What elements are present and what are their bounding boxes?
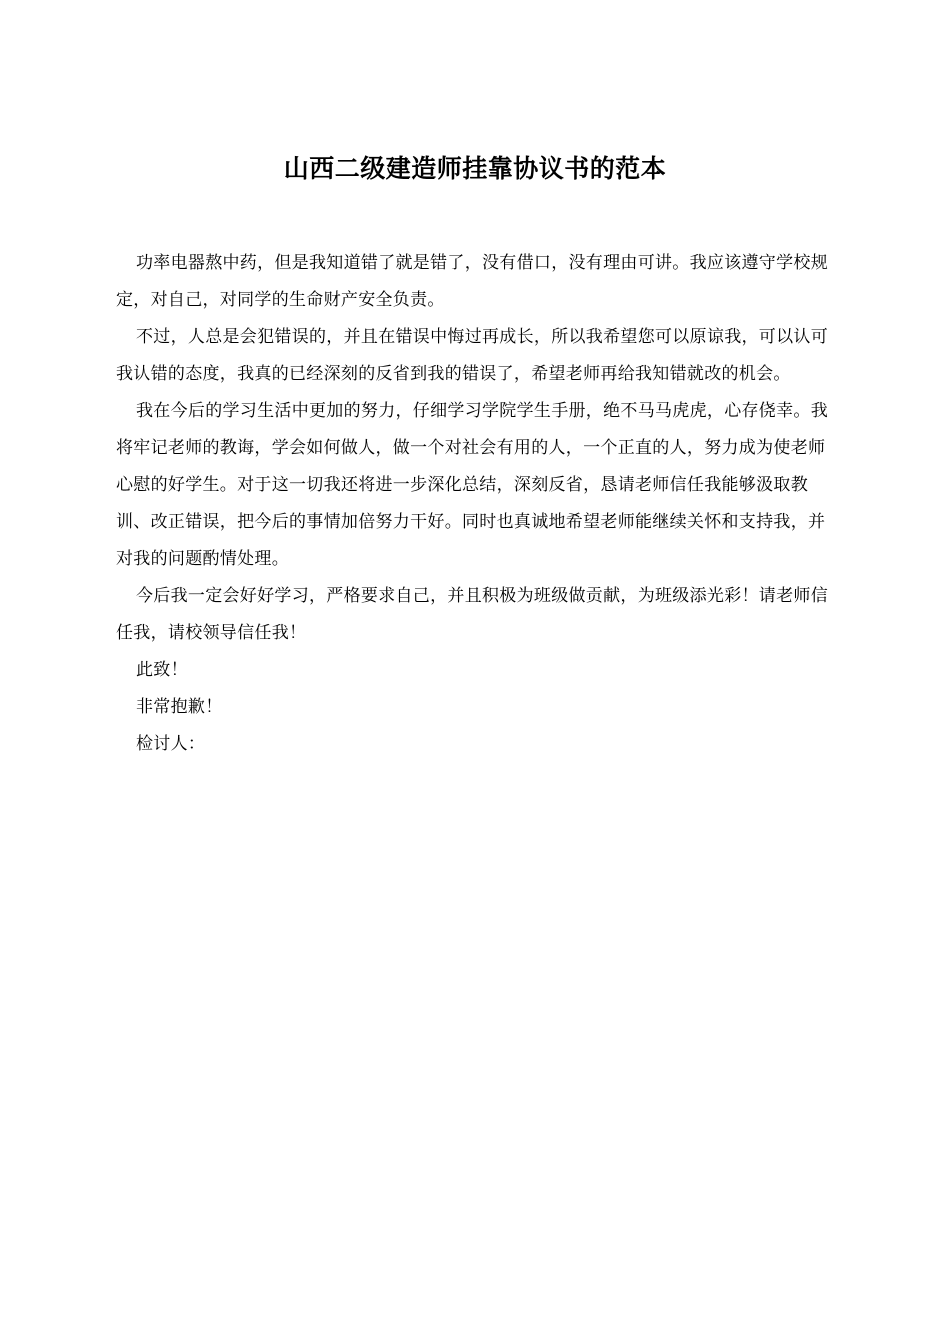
paragraph-2: 不过，人总是会犯错误的，并且在错误中悔过再成长，所以我希望您可以原谅我，可以认可我认错的态度，我真的已经深刻的反省到我的错误了，希望老师再给我知错就改的机会。	[116, 327, 828, 384]
document-title: 山西二级建造师挂靠协议书的范本	[283, 153, 667, 183]
document-body	[116, 245, 840, 763]
closing-salutation: 此致！	[136, 660, 188, 680]
signature-label: 检讨人：	[136, 734, 206, 754]
paragraph-1: 功率电器熬中药，但是我知道错了就是错了，没有借口，没有理由可讲。我应该遵守学校规定，对自己，对同学的生命财产安全负责。	[116, 253, 828, 310]
paragraph-4: 今后我一定会好好学习，严格要求自己，并且积极为班级做贡献，为班级添光彩！请老师信任我，请校领导信任我！	[116, 586, 828, 643]
paragraph-3: 我在今后的学习生活中更加的努力，仔细学习学院学生手册，绝不马马虎虎，心存侥幸。我将牢记老师的教诲，学会如何做人，做一个对社会有用的人，一个正直的人，努力成为使老师心慰的好学生。对于这一切我还将进一步深化总结，深刻反省，恳请老师信任我能够汲取教训、改正错误，把今后的事情加倍努力干好。同时也真诚地希望老师能继续关怀和支持我，并对我的问题酌情处理。	[116, 401, 828, 569]
closing-apology: 非常抱歉！	[136, 697, 223, 717]
